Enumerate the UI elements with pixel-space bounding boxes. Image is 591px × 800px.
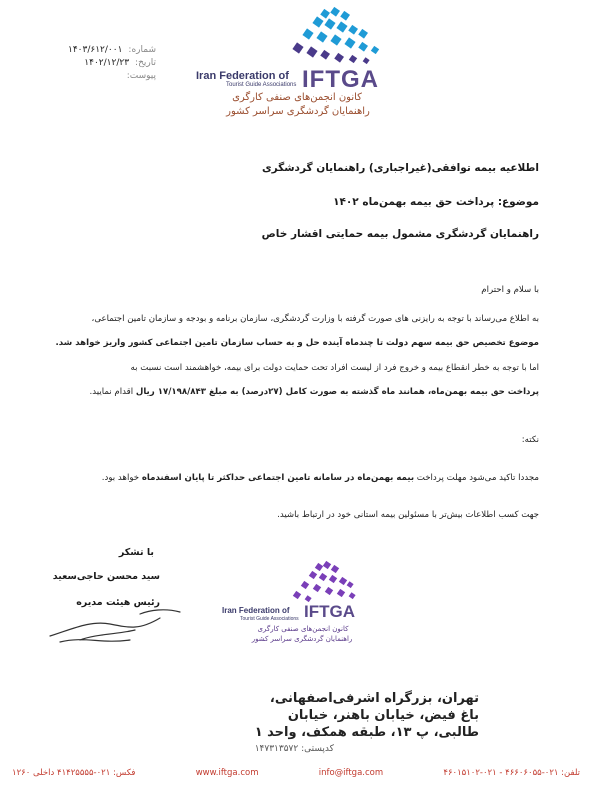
stamp-persian-line1: کانون انجمن‌های صنفی کارگری [257, 625, 349, 633]
address-line-3: طالبی، پ ۱۳، طبقه همکف، واحد ۱ [254, 725, 479, 740]
stamp-english-line1: Iran Federation of [222, 606, 290, 615]
paragraph-line-4 [49, 385, 539, 399]
handwritten-signature [40, 600, 190, 650]
signature-thanks: با تشکر [118, 547, 154, 558]
number-row [36, 44, 156, 57]
letter-heading: اطلاعیه بیمه توافقی(غیراجباری) راهنمایان گردشگری [261, 162, 539, 174]
signature-title: رئیس هیئت مدیره [76, 597, 160, 608]
date-label: تاریخ: [135, 58, 156, 68]
letter-meta [36, 44, 156, 83]
paragraph-line-3: اما با توجه به خطر انقطاع بیمه و خروج فرد از لیست افراد تحت حمایت دولت برای بیمه، خواهشمند است نسبت به [130, 363, 539, 373]
date-value: ۱۴۰۲/۱۲/۲۳ [84, 58, 130, 68]
paragraph-line-1: به اطلاع می‌رساند با توجه به رایزنی های صورت گرفته با وزارت گردشگری، سازمان برنامه و بودجه و سازمان تامین اجتماعی، [91, 314, 539, 324]
logo-persian-line2: راهنمایان گردشگری سراسر کشور [226, 106, 370, 117]
payment-action-text: اقدام نمایید. [89, 387, 134, 397]
stamp-abbr: IFTGA [304, 602, 355, 621]
greeting: با سلام و احترام [481, 285, 539, 295]
stamp-english-line2: Tourist Guide Associations [240, 616, 299, 622]
postal-code: کدپستی: ۱۴۷۳۱۳۵۷۲ [254, 744, 334, 754]
address-line-1: تهران، بزرگراه اشرفی‌اصفهانی، [269, 691, 479, 706]
logo-dots-icon [276, 6, 386, 68]
note-prefix: مجددا تاکید می‌شود مهلت پرداخت [416, 473, 539, 483]
address-block [255, 690, 479, 758]
payment-amount-text: پرداخت حق بیمه بهمن‌ماه، همانند ماه گذشته به صورت کامل (۲۷درصد) به مبلغ ۱۷/۱۹۸/۸۴۳ ریال [135, 387, 539, 397]
attachment-row [36, 70, 156, 83]
logo-persian-line1: کانون انجمن‌های صنفی کارگری [232, 92, 362, 103]
paragraph-line-2: موضوع تخصیص حق بیمه سهم دولت تا چندماه آینده حل و به حساب سازمان تامین اجتماعی کشور واریز خواهد شد. [55, 338, 539, 348]
attachment-label: پیوست: [126, 71, 156, 81]
logo-english-line2: Tourist Guide Associations [226, 82, 297, 88]
federation-logo [196, 6, 386, 116]
note-suffix: خواهد بود. [101, 473, 140, 483]
number-value: ۱۴۰۳/۶۱۲/۰۰۱ [68, 45, 123, 55]
stamp-persian-line2: راهنمایان گردشگری سراسر کشور [251, 635, 353, 643]
letter-recipients: راهنمایان گردشگری مشمول بیمه حمایتی اقشار خاص [261, 228, 539, 240]
footer-contact [12, 768, 580, 778]
signature-name: سید محسن حاجی‌سعید [52, 571, 160, 582]
logo-abbr: IFTGA [302, 66, 379, 93]
date-row [36, 57, 156, 70]
footer-website[interactable]: www.iftga.com [195, 768, 259, 778]
address-line-2: باغ فیض، خیابان باهنر، خیابان [287, 708, 479, 723]
logo-english-line1: Iran Federation of [196, 70, 289, 82]
footer-email[interactable]: info@iftga.com [318, 768, 384, 778]
letter-subject: موضوع: پرداخت حق بیمه بهمن‌ماه ۱۴۰۲ [333, 196, 539, 208]
footer-fax: فکس: ۰۲۱-۴۱۴۲۵۵۵۵ داخلی ۱۲۶۰ [12, 768, 136, 778]
note-label: نکته: [521, 435, 539, 445]
note-text [49, 471, 539, 485]
closing-text: جهت کسب اطلاعات بیش‌تر با مسئولین بیمه استانی خود در ارتباط باشید. [277, 510, 539, 520]
note-deadline: بیمه بهمن‌ماه در سامانه تامین اجتماعی حداکثر تا پایان اسفندماه [141, 473, 415, 483]
stamp-dots-icon [284, 560, 364, 606]
federation-stamp [222, 556, 382, 660]
number-label: شماره: [128, 45, 156, 55]
footer-phone: تلفن: ۰۲۱-۴۶۶۰۶۰۵۵ - ۰۲۱-۴۶۰۱۵۱۰۲ [443, 768, 580, 778]
